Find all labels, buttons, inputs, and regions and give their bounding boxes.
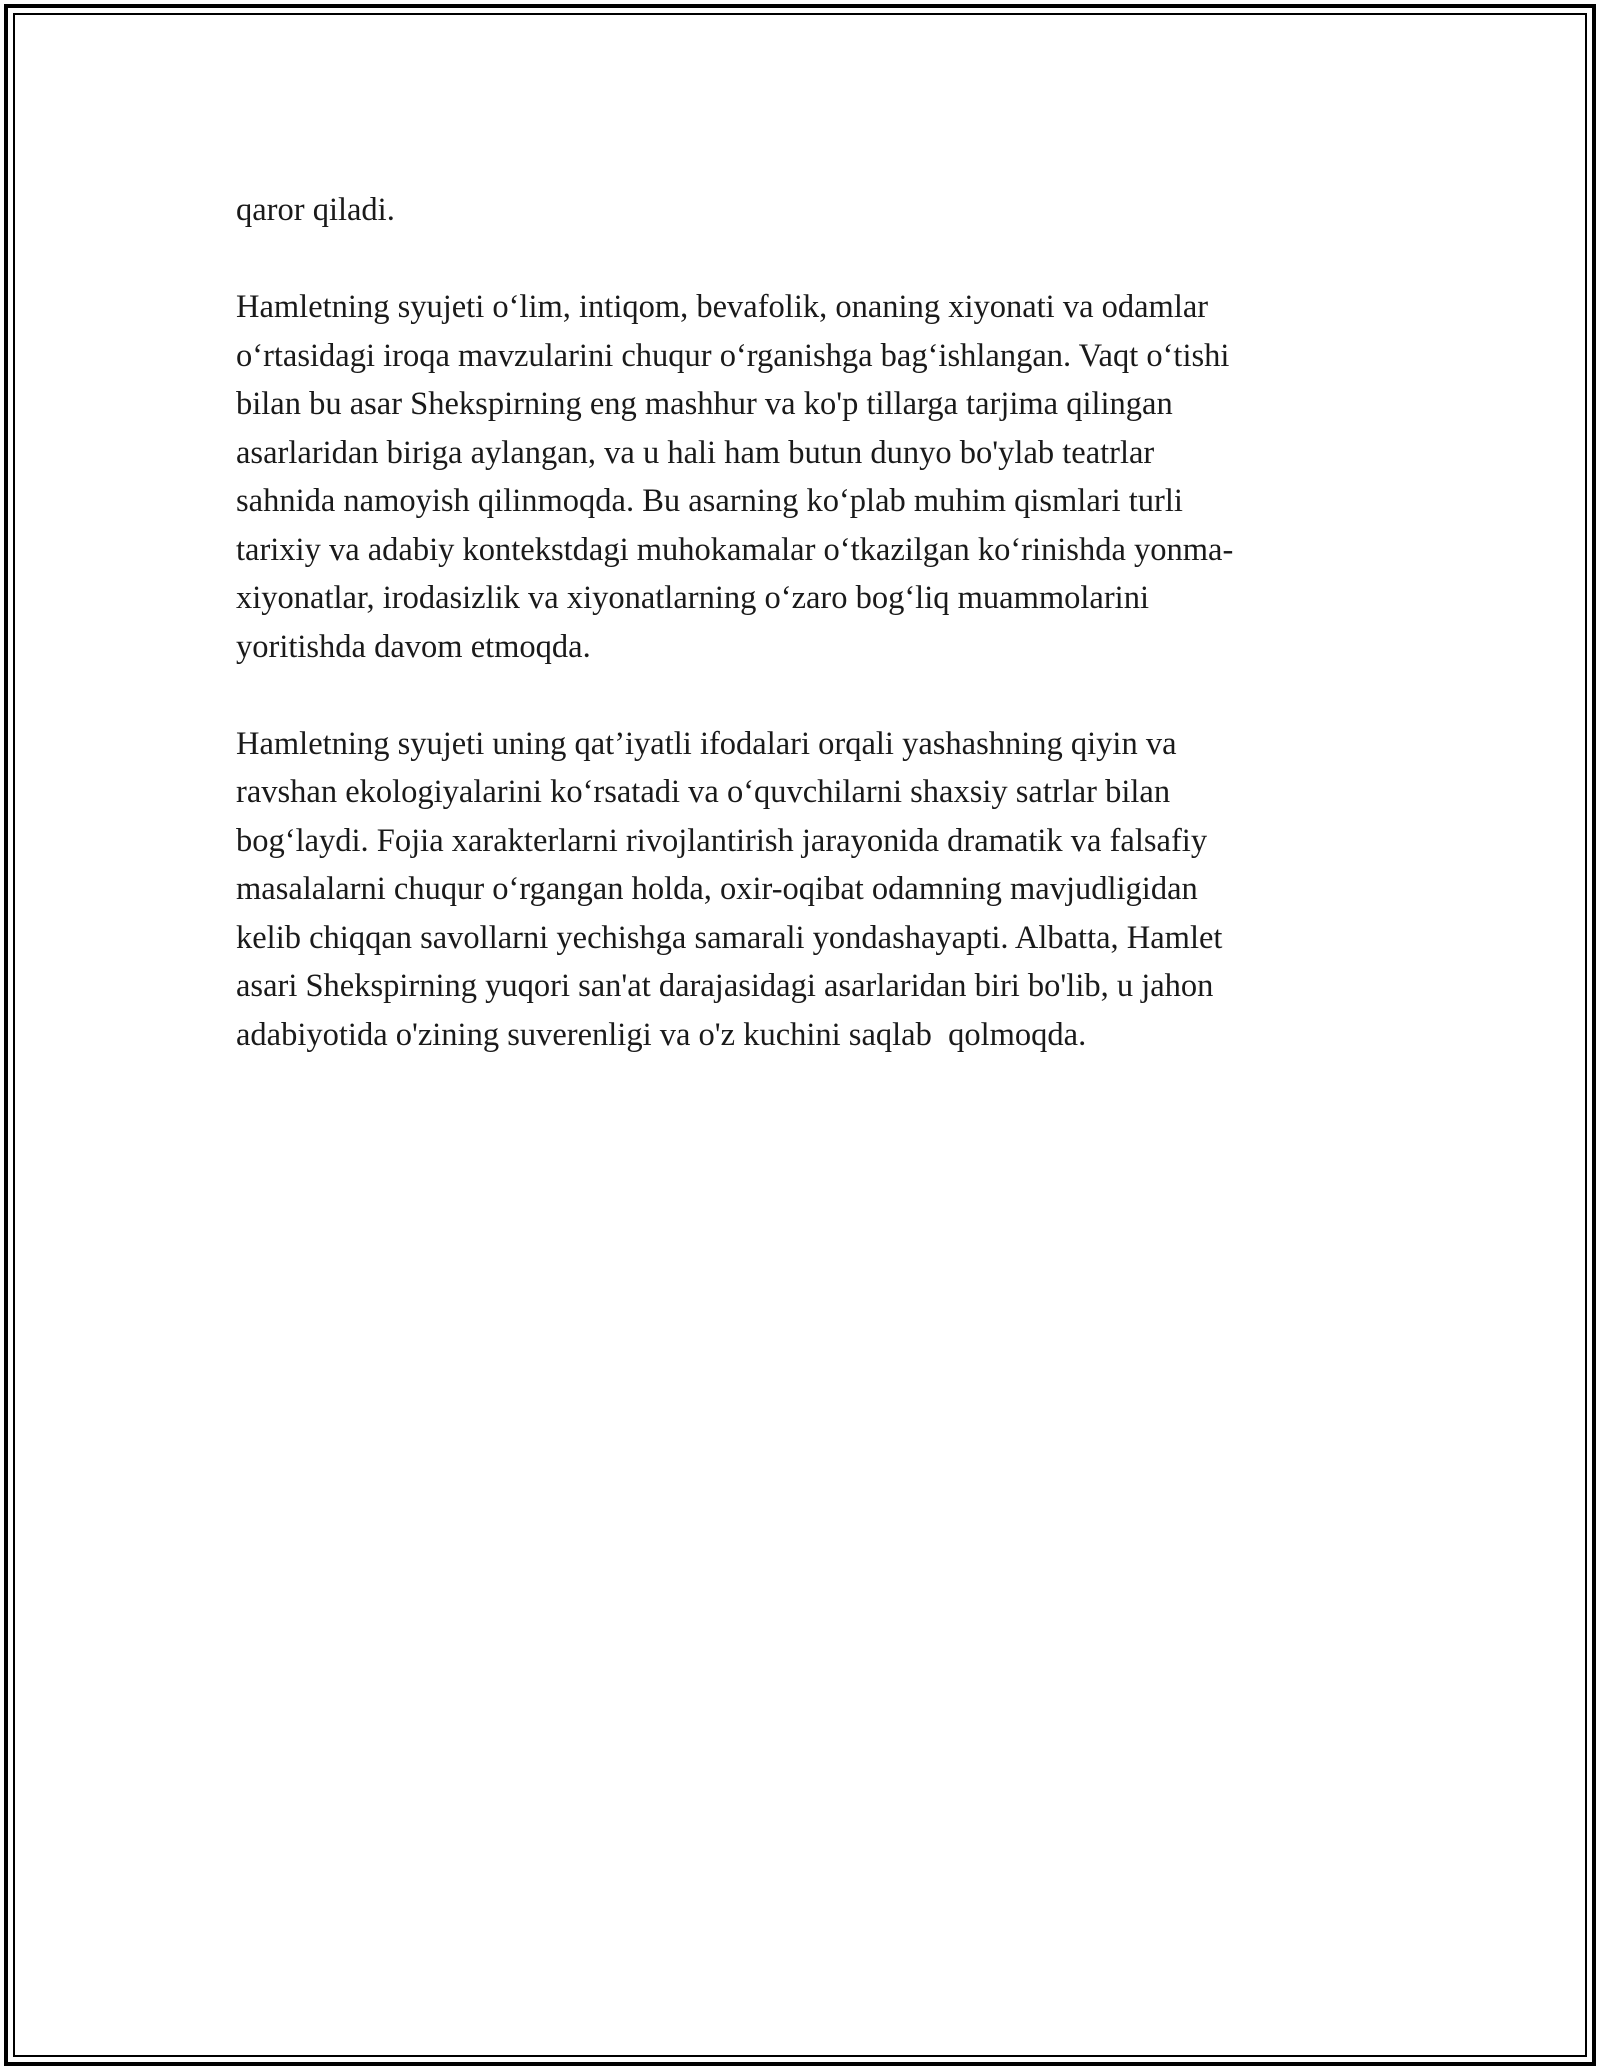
text-line: adabiyotida o'zining suverenligi va o'z kuchini saqlab qolmoqda. (236, 1016, 1087, 1053)
text-line: kelib chiqqan savollarni yechishga samarali yondashayapti. Albatta, Hamlet (236, 919, 1223, 956)
document-body (236, 186, 1366, 1059)
paragraph-2 (236, 720, 1366, 1060)
text-line: asarlaridan biriga aylangan, va u hali ham butun dunyo bo'ylab teatrlar (236, 434, 1155, 471)
text-line: bilan bu asar Shekspirning eng mashhur va ko'p tillarga tarjima qilingan (236, 386, 1173, 422)
paragraph-1 (236, 283, 1366, 671)
text-line: o‘rtasidagi iroqa mavzularini chuqur o‘rganishga bag‘ishlangan. Vaqt o‘tishi (236, 337, 1230, 374)
text-line: Hamletning syujeti o‘lim, intiqom, bevafolik, onaning xiyonati va odamlar (236, 289, 1209, 325)
text-line: xiyonatlar, irodasizlik va xiyonatlarning o‘zaro bog‘liq muammolarini (236, 580, 1149, 616)
text-line: Hamletning syujeti uning qat’iyatli ifodalari orqali yashashning qiyin va (236, 725, 1177, 762)
text-line: asari Shekspirning yuqori san'at darajasidagi asarlaridan biri bo'lib, u jahon (236, 968, 1214, 1004)
text-line: yoritishda davom etmoqda. (236, 628, 591, 665)
paragraph-fragment (236, 186, 1366, 235)
text-line: ravshan ekologiyalarini ko‘rsatadi va o‘quvchilarni shaxsiy satrlar bilan (236, 774, 1171, 810)
text-line: bog‘laydi. Fojia xarakterlarni rivojlantirish jarayonida dramatik va falsafiy (236, 822, 1208, 859)
text-line: tarixiy va adabiy kontekstdagi muhokamalar o‘tkazilgan ko‘rinishda yonma- (236, 531, 1234, 568)
paragraph-spacing (236, 235, 1366, 284)
text-line: sahnida namoyish qilinmoqda. Bu asarning ko‘plab muhim qismlari turli (236, 483, 1183, 519)
paragraph-spacing (236, 671, 1366, 720)
text-line: qaror qiladi. (236, 192, 395, 228)
text-line: masalalarni chuqur o‘rgangan holda, oxir-oqibat odamning mavjudligidan (236, 871, 1198, 907)
